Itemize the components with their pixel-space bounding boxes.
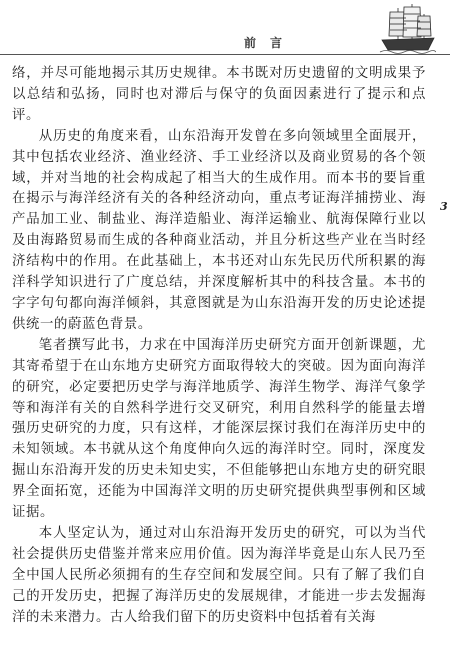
- running-header-title: 前言: [244, 36, 297, 50]
- header-divider: [0, 54, 450, 55]
- paragraph: 从历史的角度来看，山东沿海开发曾在多向领域里全面展开，其中包括农业经济、渔业经济、手工业经济以及商业贸易的各个领域，并对当地的社会构成起了相当大的生成作用。而本书的要旨重在揭示与海洋经济有关的各种经济动向，重点考证海洋捕捞业、海产品加工业、制盐业、海洋造船业、海洋运输业、航海保障行业以及由海路贸易而生成的各种商业活动，并且分析这些产业在当时经济结构中的作用。在此基础上，本书还对山东先民历代所积累的海洋科学知识进行了广度总结，并深度解析其中的科技含量。本书的字字句句都向海洋倾斜，其意图就是为山东沿海开发的历史论述提供统一的蔚蓝色背景。: [12, 128, 426, 332]
- page-number: 3: [440, 200, 448, 213]
- sailing-ship-icon: [378, 2, 436, 56]
- paragraph: 笔者撰写此书，力求在中国海洋历史研究方面开创新课题，尤其寄希望于在山东地方史研究方面取得较大的突破。因为面向海洋的研究，必定要把历史学与海洋地质学、海洋生物学、海洋气象学等和海洋有关的自然科学进行交叉研究，利用自然科学的能量去增强历史研究的力度，只有这样，才能深层探讨我们在海洋历史中的未知领域。本书就从这个角度伸向久远的海洋时空。同时，深度发掘山东沿海开发的历史未知史实，不但能够把山东地方史的研究眼界全面拓宽，还能为中国海洋文明的历史研究提供典型事例和区域证据。: [12, 337, 426, 521]
- body-text: [12, 64, 426, 628]
- paragraph: 本人坚定认为，通过对山东沿海开发历史的研究，可以为当代社会提供历史借鉴并常来应用价值。因为海洋毕竟是山东人民乃至全中国人民所必须拥有的生存空间和发展空间。只有了解了我们自己的开发历史，把握了海洋历史的发展规律，才能进一步去发掘海洋的未来潜力。古人给我们留下的历史资料中包括着有关海: [12, 525, 426, 625]
- paragraph-continued: 络，并尽可能地揭示其历史规律。本书既对历史遗留的文明成果予以总结和弘扬，同时也对滞后与保守的负面因素进行了提示和点评。: [12, 66, 426, 123]
